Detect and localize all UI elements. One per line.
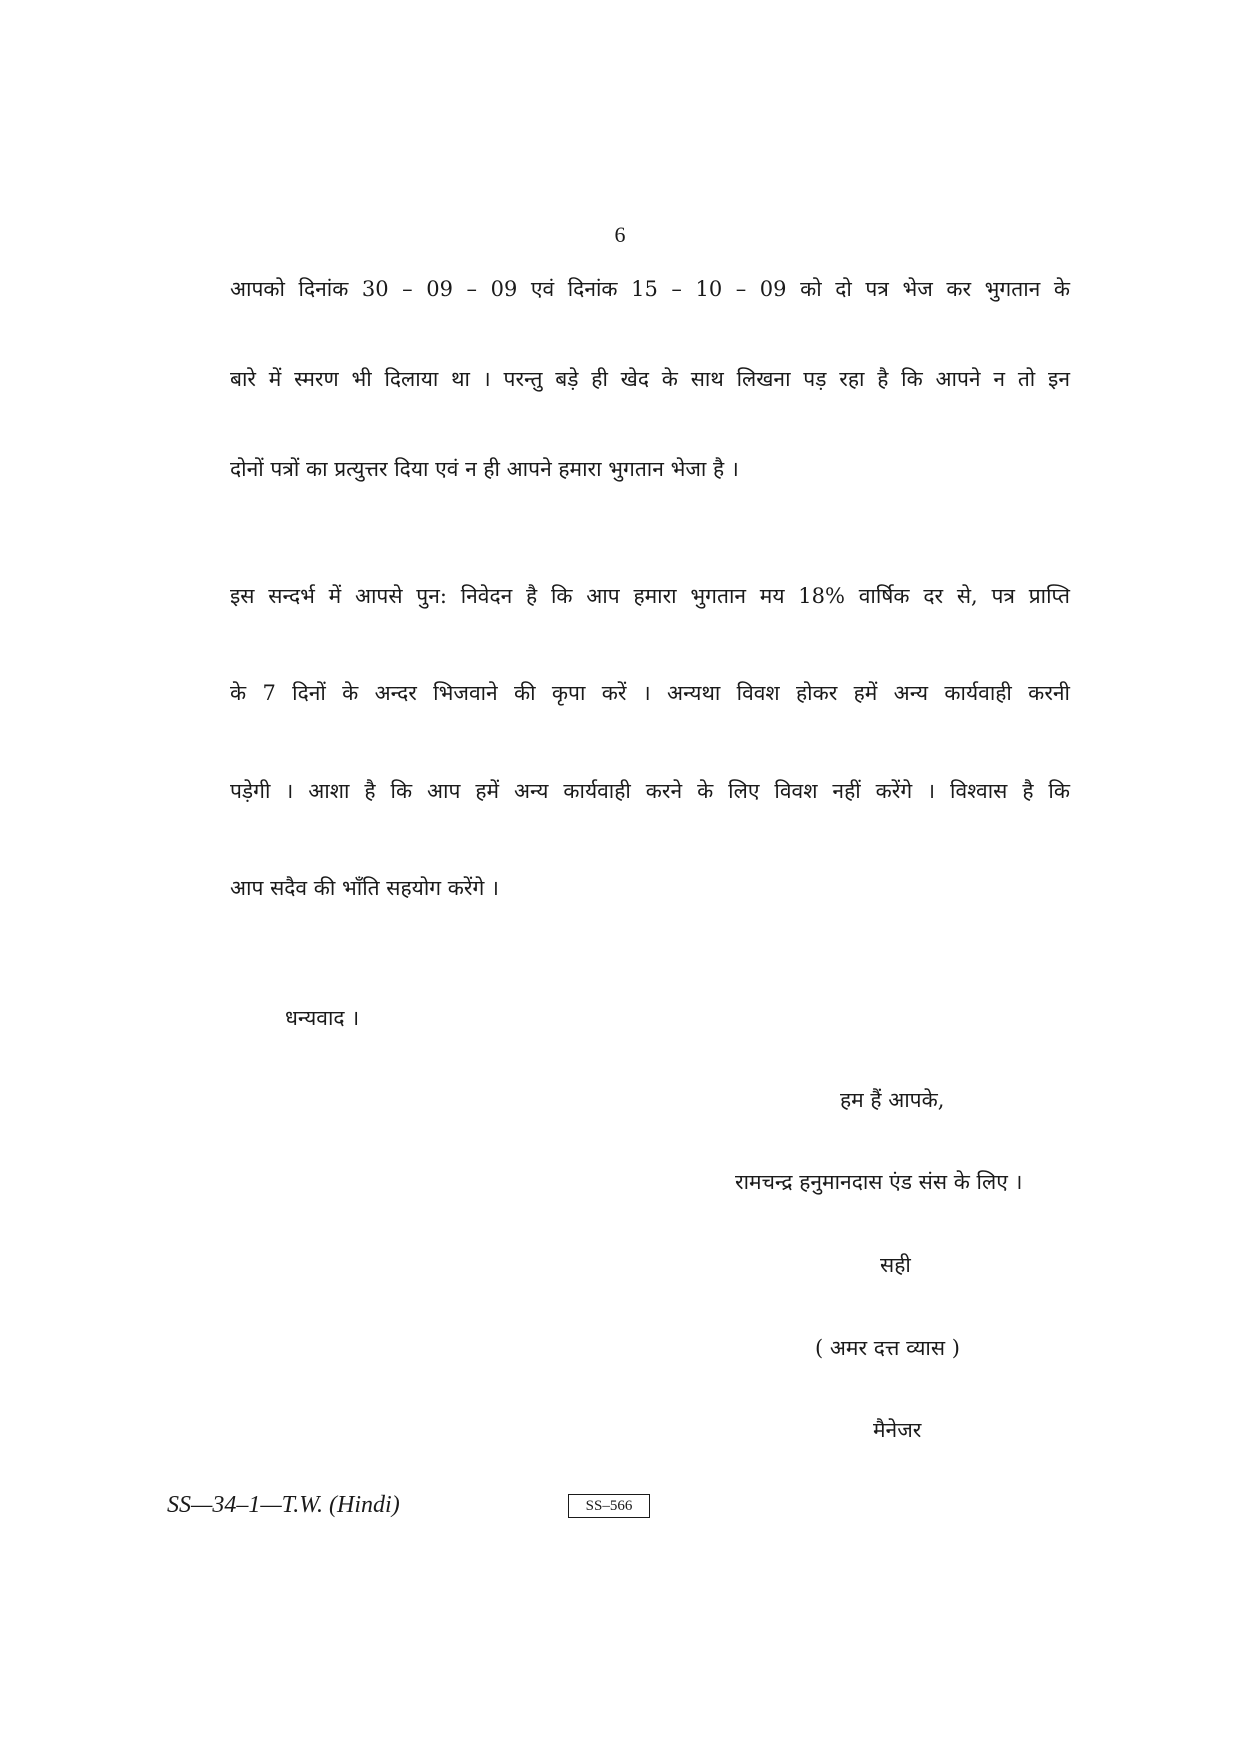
signature-designation: मैनेजर [873, 1418, 922, 1442]
signature-signed: सही [880, 1253, 911, 1277]
paragraph-2-line-2: के 7 दिनों के अन्दर भिजवाने की कृपा करें । अन्यथा विवश होकर हमें अन्य कार्यवाही करनी [230, 681, 1070, 705]
footer-code: SS—34–1—T.W. (Hindi) [167, 1492, 400, 1518]
paragraph-1-line-1: आपको दिनांक 30 – 09 – 09 एवं दिनांक 15 – 10 – 09 को दो पत्र भेज कर भुगतान के [230, 277, 1070, 301]
closing-thanks: धन्यवाद । [285, 1006, 360, 1030]
signature-company: रामचन्द्र हनुमानदास एंड संस के लिए । [735, 1170, 1023, 1194]
paragraph-1-line-3: दोनों पत्रों का प्रत्युत्तर दिया एवं न ही आपने हमारा भुगतान भेजा है । [230, 457, 739, 481]
signature-regards: हम हैं आपके, [840, 1088, 945, 1112]
footer-box-code: SS–566 [568, 1494, 650, 1518]
page-number: 6 [614, 222, 626, 247]
paragraph-2-line-3: पड़ेगी । आशा है कि आप हमें अन्य कार्यवाही करने के लिए विवश नहीं करेंगे । विश्वास है कि [230, 779, 1070, 803]
paragraph-1-line-2: बारे में स्मरण भी दिलाया था । परन्तु बड़े ही खेद के साथ लिखना पड़ रहा है कि आपने न तो इन [230, 367, 1070, 391]
paragraph-2-line-1: इस सन्दर्भ में आपसे पुन: निवेदन है कि आप हमारा भुगतान मय 18% वार्षिक दर से, पत्र प्राप्ति [230, 584, 1070, 608]
signature-name: ( अमर दत्त व्यास ) [815, 1336, 960, 1360]
paragraph-2-line-4: आप सदैव की भाँति सहयोग करेंगे । [230, 876, 499, 900]
